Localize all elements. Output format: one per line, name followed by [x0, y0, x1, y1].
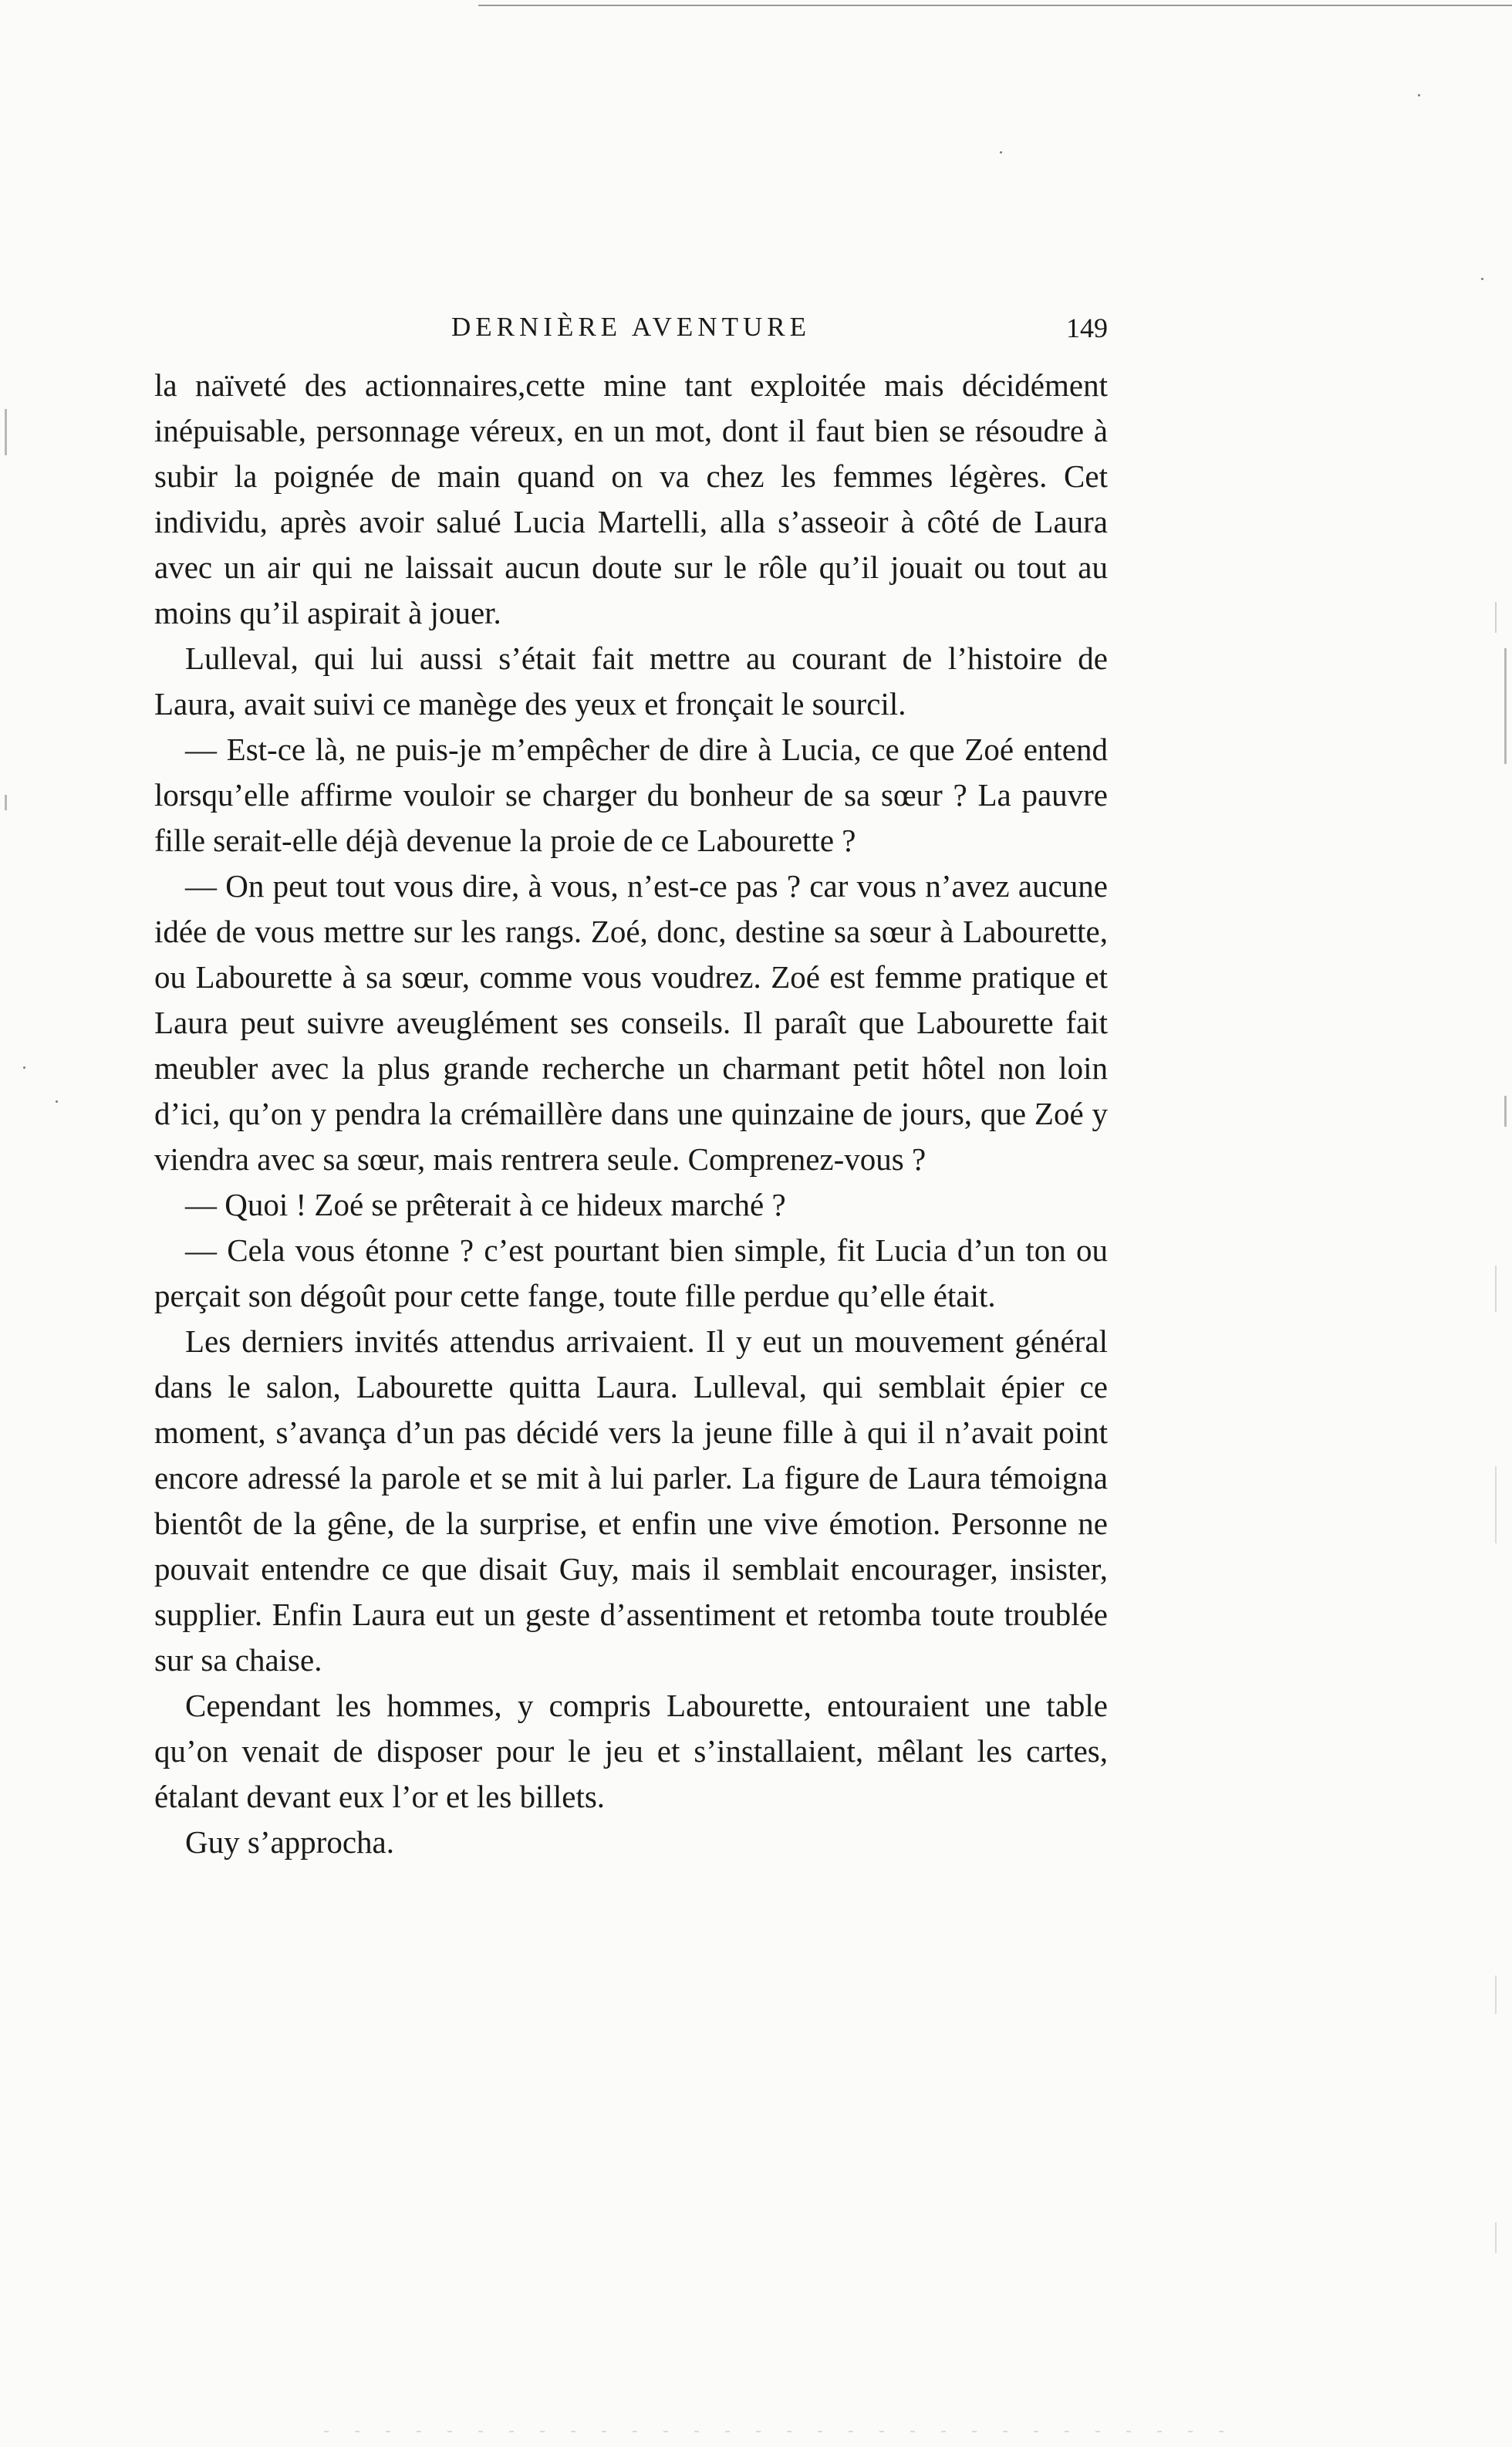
right-margin-mark: [1504, 648, 1507, 764]
paragraph: — Est-ce là, ne puis-je m’empêcher de dire à Lucia, ce que Zoé entend lorsqu’elle affirme vouloir se charger du bonheur de sa sœur ? La pauvre fille serait-elle déjà devenue la proie de ce Labourette ?: [154, 732, 1108, 858]
scan-speck: [1481, 278, 1483, 280]
left-margin-mark: [5, 409, 7, 455]
scan-speck: [1000, 151, 1002, 154]
right-margin-mark: [1495, 1466, 1497, 1543]
scan-speck: [1418, 94, 1420, 96]
body-text: [154, 363, 1108, 1865]
running-title: DERNIÈRE AVENTURE: [451, 312, 811, 342]
paragraph: — Quoi ! Zoé se prêterait à ce hideux marché ?: [185, 1187, 786, 1222]
paragraph: — Cela vous étonne ? c’est pourtant bien simple, fit Lucia d’un ton ou perçait son dégoût pour cette fange, toute fille perdue qu’elle était.: [154, 1232, 1108, 1313]
right-margin-mark: [1504, 1096, 1507, 1127]
right-margin-mark: [1495, 1266, 1497, 1312]
right-margin-mark: [1495, 2222, 1497, 2253]
scan-speck: [23, 1066, 25, 1069]
scan-top-rule: [478, 5, 1512, 6]
paragraph: — On peut tout vous dire, à vous, n’est-ce pas ? car vous n’avez aucune idée de vous mettre sur les rangs. Zoé, donc, destine sa sœur à Labourette, ou Labourette à sa sœur, comme vous voudrez. Zoé est femme pratique et Laura peut suivre aveuglément ses conseils. Il paraît que Labourette fait meubler avec la plus grande recherche un charmant petit hôtel non loin d’ici, qu’on y pendra la crémaillère dans une quinzaine de jours, que Zoé y viendra avec sa sœur, mais rentrera seule. Comprenez-vous ?: [154, 868, 1108, 1177]
running-header: [154, 312, 1108, 350]
paragraph: Cependant les hommes, y compris Labourette, entouraient une table qu’on venait de disposer pour le jeu et s’installaient, mêlant les cartes, étalant devant eux l’or et les billets.: [154, 1688, 1108, 1814]
paragraph: Les derniers invités attendus arrivaient. Il y eut un mouvement général dans le salon, Labourette quitta Laura. Lulleval, qui semblait épier ce moment, s’avança d’un pas décidé vers la jeune fille à qui il n’avait point encore adressé la parole et se mit à lui parler. La figure de Laura témoigna bientôt de la gêne, de la surprise, et enfin une vive émotion. Personne ne pouvait entendre ce que disait Guy, mais il semblait encourager, insister, supplier. Enfin Laura eut un geste d’assentiment et retomba toute troublée sur sa chaise.: [154, 1323, 1108, 1678]
paragraph: la naïveté des actionnaires,cette mine tant exploitée mais décidément inépuisable, personnage véreux, en un mot, dont il faut bien se résoudre à subir la poignée de main quand on va chez les femmes légères. Cet individu, après avoir salué Lucia Martelli, alla s’asseoir à côté de Laura avec un air qui ne laissait aucun doute sur le rôle qu’il jouait ou tout au moins qu’il aspirait à jouer.: [154, 367, 1108, 630]
right-margin-mark: [1495, 602, 1497, 633]
page-number: 149: [1066, 313, 1108, 343]
scan-bottom-noise: [324, 2431, 1250, 2432]
paragraph: Guy s’approcha.: [185, 1824, 394, 1860]
right-margin-mark: [1495, 1976, 1497, 2014]
paragraph: Lulleval, qui lui aussi s’était fait mettre au courant de l’histoire de Laura, avait suivi ce manège des yeux et fronçait le sourcil.: [154, 640, 1108, 722]
left-margin-mark: [5, 795, 7, 810]
scan-speck: [56, 1100, 58, 1103]
